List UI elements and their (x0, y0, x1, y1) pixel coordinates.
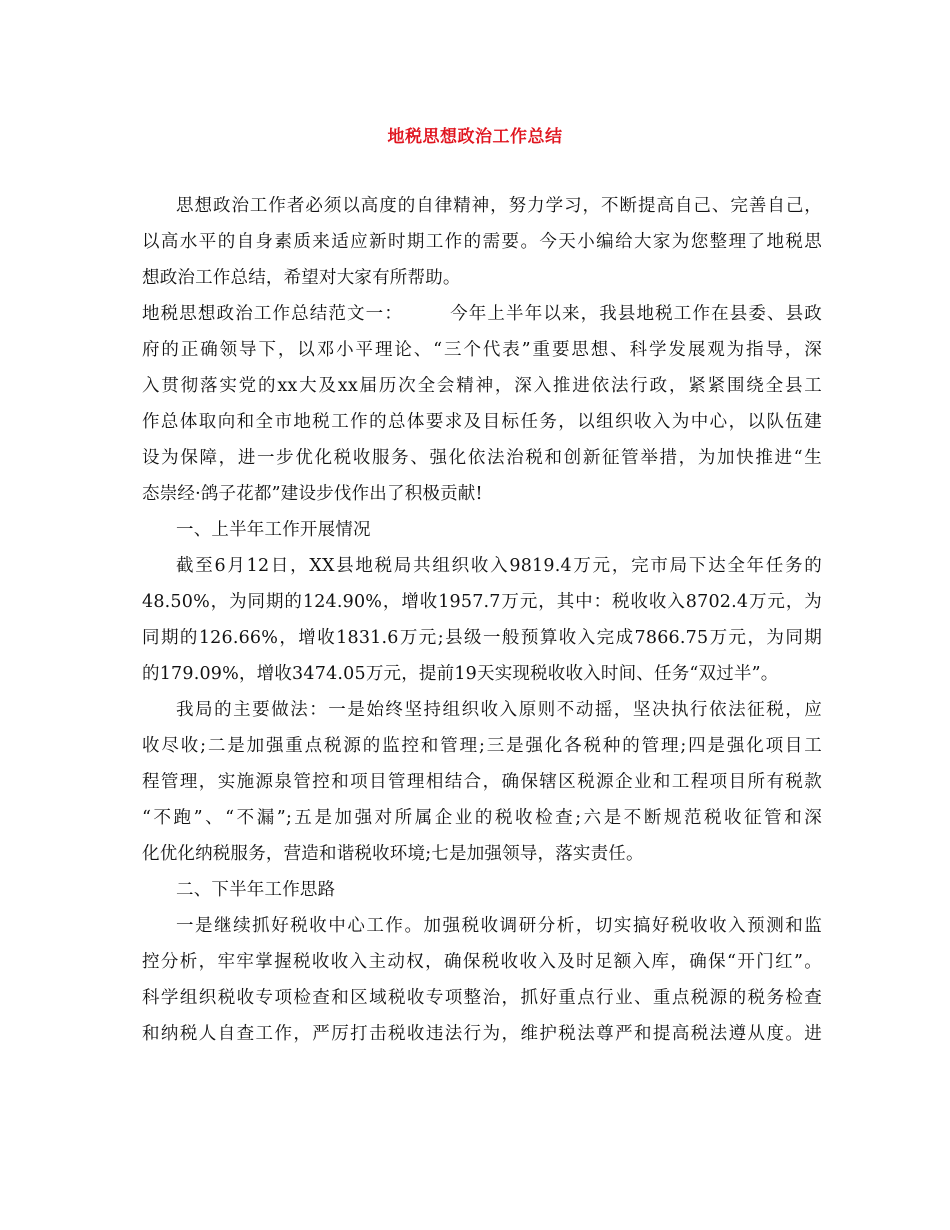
paragraph-line: 想政治工作总结，希望对大家有所帮助。 (142, 268, 461, 288)
paragraph-line: 的179.09%，增收3474.05万元，提前19天实现税收收入时间、任务“双过半”。 (142, 664, 779, 684)
paragraph-line: 以高水平的自身素质来适应新时期工作的需要。今天小编给大家为您整理了地税思 (142, 232, 822, 252)
paragraph-line: 控分析，牢牢掌握税收收入主动权，确保税收收入及时足额入库，确保“开门红”。 (142, 952, 822, 972)
paragraph-line: 地税思想政治工作总结范文一： 今年上半年以来，我县地税工作在县委、县政 (142, 304, 822, 324)
paragraph-line: 程管理，实施源泉管控和项目管理相结合，确保辖区税源企业和工程项目所有税款 (142, 772, 822, 792)
paragraph-line: 截至6月12日，XX县地税局共组织收入9819.4万元，完市局下达全年任务的 (176, 556, 822, 576)
section-heading: 一、上半年工作开展情况 (176, 520, 371, 540)
paragraph-line: 化优化纳税服务，营造和谐税收环境;七是加强领导，落实责任。 (142, 844, 644, 864)
paragraph-line: 作总体取向和全市地税工作的总体要求及目标任务，以组织收入为中心，以队伍建 (142, 412, 822, 432)
paragraph-line: 府的正确领导下，以邓小平理论、“三个代表”重要思想、科学发展观为指导，深 (142, 340, 822, 360)
paragraph-line: 入贯彻落实党的xx大及xx届历次全会精神，深入推进依法行政，紧紧围绕全县工 (142, 376, 822, 396)
section-heading: 二、下半年工作思路 (176, 880, 336, 900)
paragraph-line: “不跑”、“不漏”;五是加强对所属企业的税收检查;六是不断规范税收征管和深 (142, 808, 822, 828)
paragraph-line: 同期的126.66%，增收1831.6万元;县级一般预算收入完成7866.75万元，为同期 (142, 628, 822, 648)
paragraph-line: 态崇经·鸽子花都”建设步伐作出了积极贡献! (142, 484, 483, 504)
paragraph-line: 我局的主要做法：一是始终坚持组织收入原则不动摇，坚决执行依法征税，应 (176, 700, 822, 720)
paragraph-line: 科学组织税收专项检查和区域税收专项整治，抓好重点行业、重点税源的税务检查 (142, 988, 822, 1008)
paragraph-line: 思想政治工作者必须以高度的自律精神，努力学习，不断提高自己、完善自己， (176, 196, 822, 216)
document-title: 地税思想政治工作总结 (387, 127, 563, 147)
paragraph-line: 和纳税人自查工作，严厉打击税收违法行为，维护税法尊严和提高税法遵从度。进 (142, 1024, 822, 1044)
paragraph-line: 设为保障，进一步优化税收服务、强化依法治税和创新征管举措，为加快推进“生 (142, 448, 822, 468)
paragraph-line: 收尽收;二是加强重点税源的监控和管理;三是强化各税种的管理;四是强化项目工 (142, 736, 822, 756)
paragraph-line: 48.50%，为同期的124.90%，增收1957.7万元，其中：税收收入8702.4万元，为 (142, 592, 822, 612)
paragraph-line: 一是继续抓好税收中心工作。加强税收调研分析，切实搞好税收收入预测和监 (176, 916, 822, 936)
